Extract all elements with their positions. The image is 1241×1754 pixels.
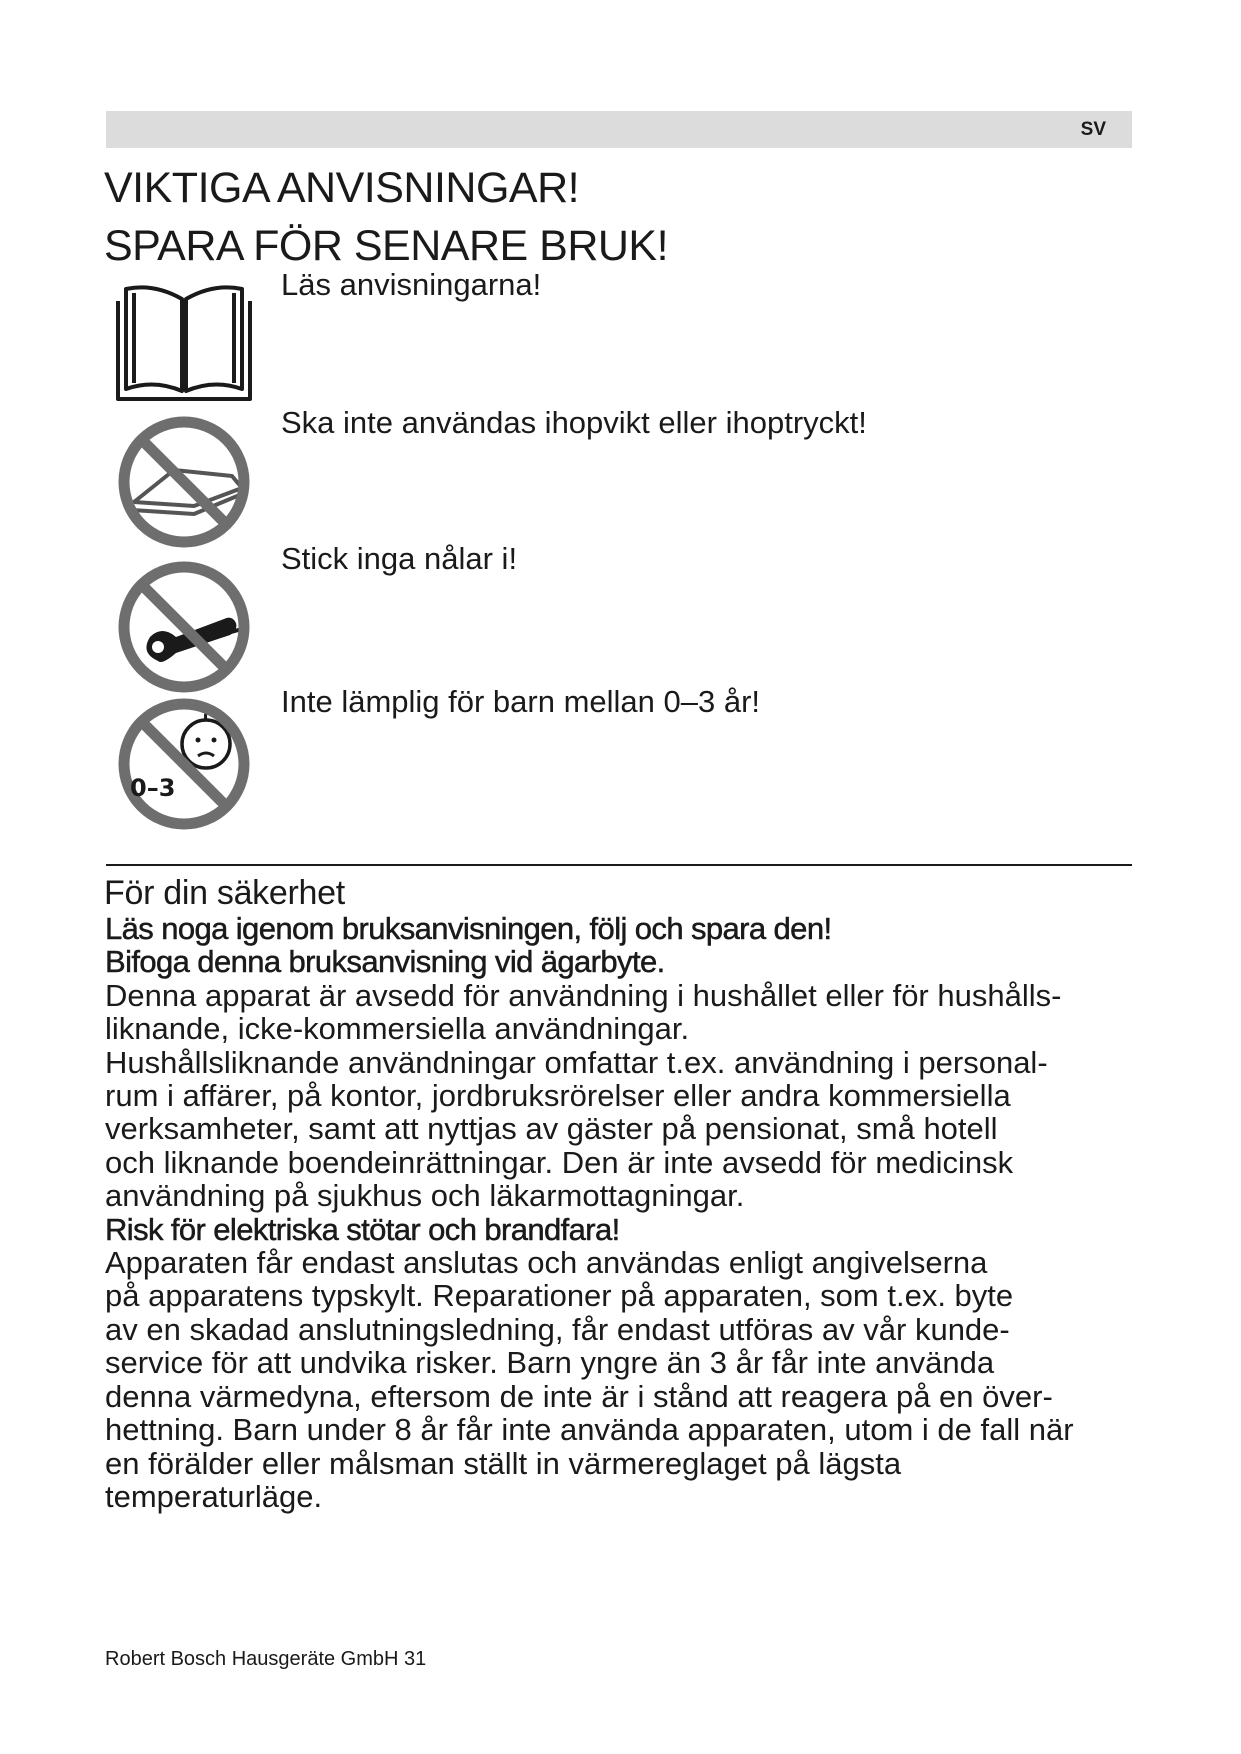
- safety-body: [105, 912, 1145, 1513]
- safety-paragraph-intended-use: Denna apparat är avsedd för användning i hushållet eller för hushålls- liknande, icke-kommersiella användningar.: [105, 977, 1062, 1047]
- symbol-text-read-instructions: Läs anvisningarna!: [281, 267, 542, 302]
- symbol-text-no-folding: Ska inte användas ihopvikt eller ihoptryckt!: [281, 405, 867, 440]
- language-header-bar: [106, 111, 1132, 148]
- no-folding-icon: [112, 410, 256, 554]
- symbol-text-no-pins: Stick inga nålar i!: [281, 541, 518, 576]
- safety-bold-owner-change: Bifoga denna bruksanvisning vid ägarbyte.: [105, 944, 665, 980]
- symbol-text-age-warning: Inte lämplig för barn mellan 0–3 år!: [281, 684, 761, 719]
- language-code: SV: [1080, 118, 1106, 140]
- main-heading-line-1: VIKTIGA ANVISNINGAR!: [104, 164, 580, 212]
- section-title-safety: För din säkerhet: [104, 874, 345, 912]
- age-0-3-warning-icon: [112, 692, 256, 836]
- safety-paragraph-household-uses: Hushållsliknande användningar omfattar t.ex. användning i personal- rum i affärer, på kontor, jordbruksrörelser eller andra kommersiella verksamheter, samt att nyttjas av gäster på pensionat, små hotell och liknande boendeinrättningar. Den är inte avsedd för medicinsk användning på sjukhus och läkarmottagningar.: [105, 1044, 1048, 1214]
- main-heading-line-2: SPARA FÖR SENARE BRUK!: [104, 222, 669, 270]
- page-footer: Robert Bosch Hausgeräte GmbH 31: [105, 1648, 427, 1670]
- main-heading: [104, 159, 668, 275]
- section-divider: [106, 864, 1132, 866]
- safety-paragraph-connection: Apparaten får endast anslutas och användas enligt angivelserna på apparatens typskylt. Reparationer på apparaten, som t.ex. byte av en skadad anslutningsledning, får endast utföras av vår kunde- service för att undvika risker. Barn yngre än 3 år får inte använda denna värmedyna, eftersom de inte är i stånd att reagera på en över- hettning. Barn under 8 år får inte använda apparaten, utom i de fall när en förälder eller målsman ställt in värmereglaget på lägsta temperaturläge.: [105, 1245, 1074, 1514]
- open-book-icon: [112, 271, 256, 415]
- no-pins-icon: [112, 555, 256, 699]
- safety-bold-electric-risk: Risk för elektriska stötar och brandfara!: [105, 1211, 620, 1247]
- age-range-label: 0–3: [130, 774, 176, 802]
- safety-bold-read-manual: Läs noga igenom bruksanvisningen, följ och spara den!: [105, 911, 832, 946]
